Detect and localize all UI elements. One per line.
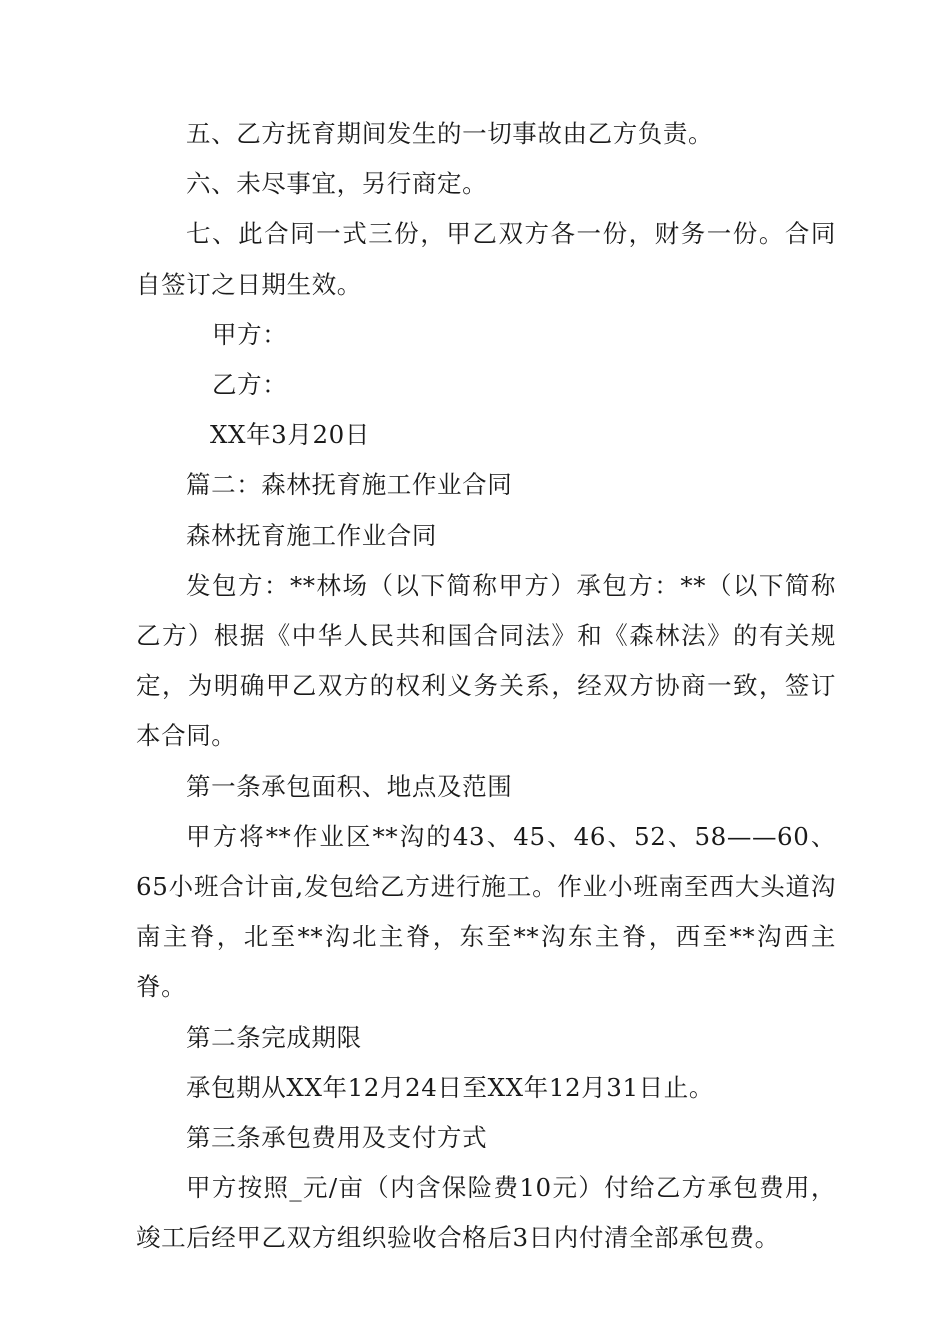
document-body bbox=[136, 109, 836, 1264]
article-three-heading: 第三条承包费用及支付方式 bbox=[186, 1123, 488, 1153]
contract-preamble: 发包方：**林场（以下简称甲方）承包方：**（以下简称乙方）根据《中华人民共和国合同法》和《森林法》的有关规定，为明确甲乙双方的权利义务关系，经双方协商一致，签订本合同。 bbox=[136, 570, 836, 751]
article-three-body: 甲方按照_元/亩（内含保险费10元）付给乙方承包费用，竣工后经甲乙双方组织验收合格后3日内付清全部承包费。 bbox=[136, 1173, 836, 1253]
article-two-body: 承包期从XX年12月24日至XX年12月31日止。 bbox=[186, 1072, 714, 1102]
party-a-signature: 甲方： bbox=[212, 319, 288, 349]
signing-date: XX年3月20日 bbox=[210, 420, 370, 450]
article-one-heading: 第一条承包面积、地点及范围 bbox=[186, 771, 513, 801]
clause-five: 五、乙方抚育期间发生的一切事故由乙方负责。 bbox=[186, 119, 714, 148]
party-b-signature: 乙方： bbox=[212, 370, 288, 400]
article-two-heading: 第二条完成期限 bbox=[186, 1022, 362, 1052]
article-one-body: 甲方将**作业区**沟的43、45、46、52、58——60、65小班合计亩,发包给乙方进行施工。作业小班南至西大头道沟南主脊，北至**沟北主脊，东至**沟东主脊，西至**沟西主脊。 bbox=[136, 821, 836, 1002]
contract-title: 森林抚育施工作业合同 bbox=[186, 520, 437, 550]
chapter-heading: 篇二：森林抚育施工作业合同 bbox=[186, 470, 513, 500]
clause-seven: 七、此合同一式三份，甲乙双方各一份，财务一份。合同自签订之日期生效。 bbox=[136, 219, 836, 299]
clause-six: 六、未尽事宜，另行商定。 bbox=[186, 169, 488, 199]
